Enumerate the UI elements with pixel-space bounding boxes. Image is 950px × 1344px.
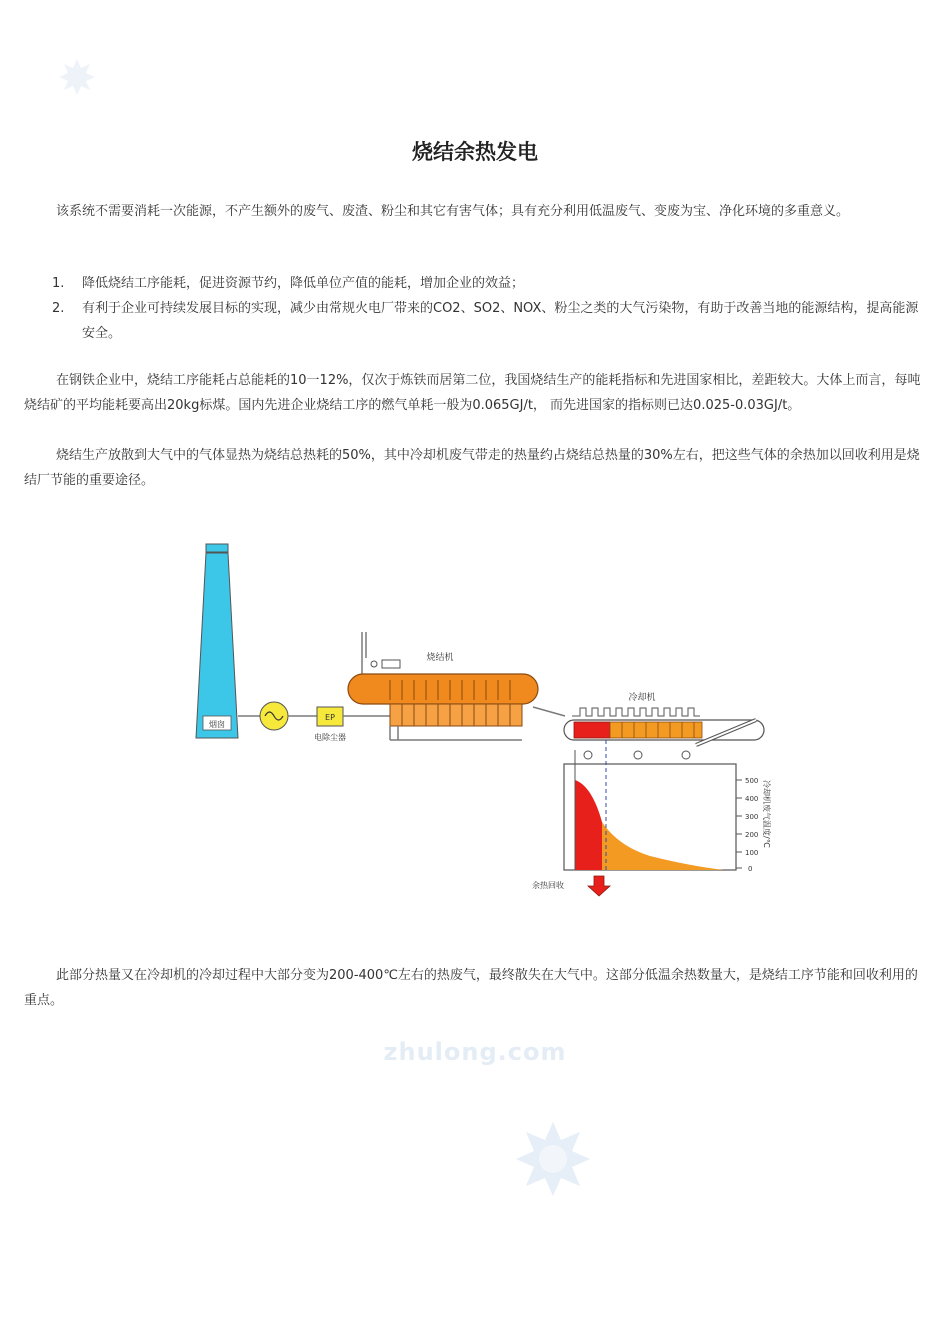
y-tick-label: 200 bbox=[745, 831, 759, 839]
cooler-label: 冷却机 bbox=[628, 693, 656, 703]
fan-icon bbox=[260, 702, 288, 730]
y-tick-label: 300 bbox=[745, 813, 759, 821]
list-item-number: 2. bbox=[52, 301, 65, 316]
dust-collector-label: 电除尘器 bbox=[314, 733, 346, 742]
watermark-logo-icon bbox=[514, 1120, 592, 1198]
list-item bbox=[52, 271, 924, 296]
sinter-machine-label: 烧结机 bbox=[426, 653, 454, 663]
ep-label: EP bbox=[325, 713, 335, 722]
watermark-logo-icon bbox=[58, 58, 96, 96]
list-item-number: 1. bbox=[52, 276, 65, 291]
temperature-profile-chart bbox=[564, 740, 742, 870]
cooler-icon bbox=[564, 708, 764, 759]
heat-loss-paragraph: 烧结生产放散到大气中的气体显热为烧结总热耗的50%，其中冷却机废气带走的热量约占烧结总热量的30%左右，把这些气体的余热加以回收利用是烧结厂节能的重要途径。 bbox=[24, 448, 920, 488]
down-arrow-icon bbox=[588, 876, 610, 896]
y-tick-label: 400 bbox=[745, 795, 759, 803]
y-tick-label: 0 bbox=[748, 865, 753, 873]
chimney-label: 烟囱 bbox=[209, 720, 225, 729]
list-item-text: 有利于企业可持续发展目标的实现，减少由常规火电厂带来的CO2、SO2、NOX、粉尘之类的大气污染物，有助于改善当地的能源结构，提高能源安全。 bbox=[82, 301, 919, 341]
benefit-list bbox=[52, 271, 924, 346]
conclusion-paragraph: 此部分热量又在冷却机的冷却过程中大部分变为200-400℃左右的热废气，最终散失在大气中。这部分低温余热数量大，是烧结工序节能和回收利用的重点。 bbox=[24, 968, 918, 1008]
energy-paragraph: 在钢铁企业中，烧结工序能耗占总能耗的10一12%，仅次于炼铁而居第二位，我国烧结生产的能耗指标和先进国家相比，差距较大。大体上而言，每吨烧结矿的平均能耗要高出20kg标煤。国内先进企业烧结工序的燃气单耗一般为0.065GJ/t， 而先进国家的指标则已达0.025-0.03GJ/t。 bbox=[24, 373, 921, 413]
recovery-label: 余热回收 bbox=[532, 881, 564, 890]
chimney-icon bbox=[196, 544, 238, 738]
y-tick-label: 500 bbox=[745, 777, 759, 785]
sinter-machine-icon bbox=[348, 632, 538, 740]
page-title: 烧结余热发电 bbox=[412, 140, 538, 164]
sinter-heat-recovery-diagram bbox=[190, 540, 770, 910]
list-item bbox=[52, 296, 924, 346]
y-axis-title: 冷却机废气温度/℃ bbox=[762, 780, 771, 848]
y-tick-label: 100 bbox=[745, 849, 759, 857]
list-item-text: 降低烧结工序能耗，促进资源节约，降低单位产值的能耗，增加企业的效益； bbox=[82, 276, 525, 291]
watermark-text: zhulong.com bbox=[383, 1038, 567, 1066]
intro-paragraph: 该系统不需要消耗一次能源，不产生额外的废气、废渣、粉尘和其它有害气体；具有充分利用低温废气、变废为宝、净化环境的多重意义。 bbox=[56, 204, 850, 219]
